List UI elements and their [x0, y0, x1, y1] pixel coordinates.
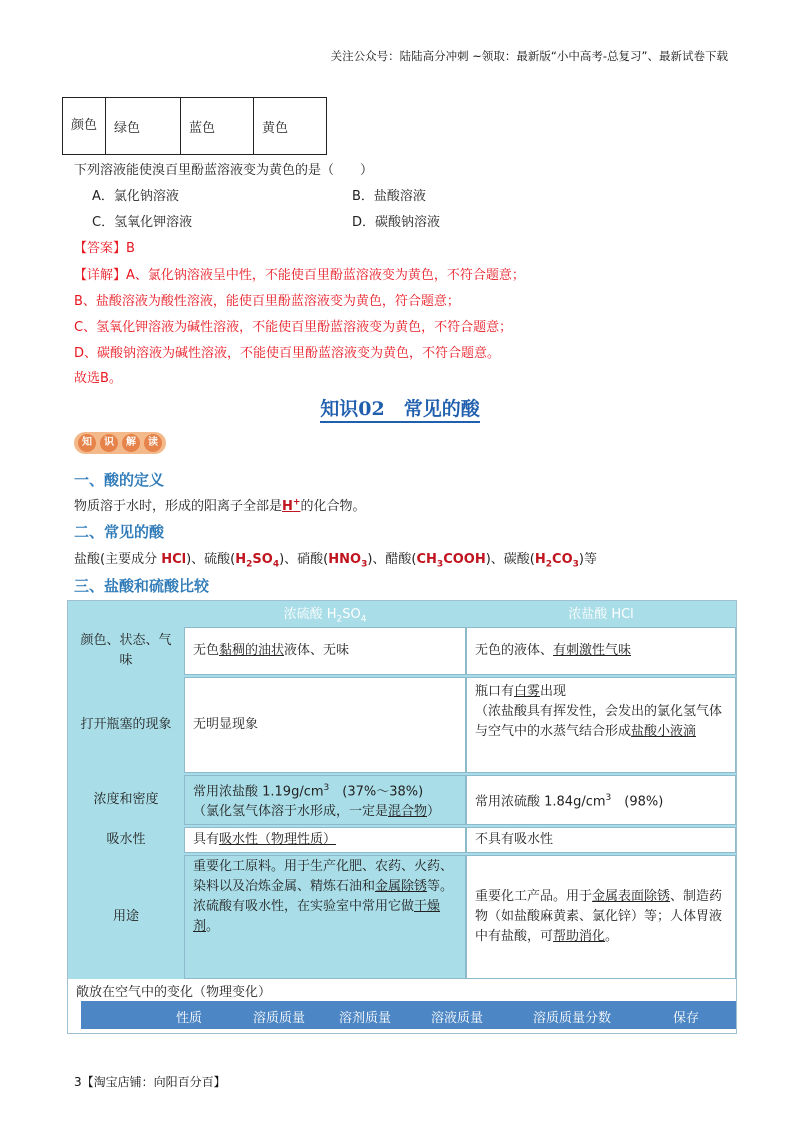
- cell-sulfuric-concentration: 常用浓盐酸 $1.19g/cm^3$ (37%～38%) （氯化氢气体溶于水形成，一定是混合物）: [184, 775, 466, 825]
- page-footer: 3【淘宝店铺：向阳百分百】: [74, 1075, 226, 1089]
- row-label-concentration: 浓度和密度: [68, 775, 184, 825]
- row-label-absorption: 吸水性: [68, 827, 184, 853]
- cell-hcl-concentration: 常用浓硫酸 $1.84g/cm^3$ (98%): [466, 775, 736, 825]
- explain-line-5: 故选B。: [74, 371, 122, 386]
- option-a: A．氯化钠溶液: [92, 189, 179, 204]
- question-text: 下列溶液能使溴百里酚蓝溶液变为黄色的是（ ）: [74, 163, 374, 178]
- row-label-appearance: 颜色、状态、气味: [68, 627, 184, 675]
- cell-sulfuric-opening: 无明显现象: [184, 677, 466, 773]
- bar-col-solute-mass: 溶质质量: [253, 1011, 306, 1026]
- color-cell-green: 绿色: [106, 98, 181, 155]
- heading-acid-definition: 一、酸的定义: [74, 471, 165, 489]
- heading-compare: 三、盐酸和硫酸比较: [74, 577, 210, 595]
- comparison-table: [67, 600, 737, 1034]
- badge-char: 知: [78, 434, 96, 452]
- cell-sulfuric-uses: 重要化工原料。用于生产化肥、农药、火药、染料以及冶炼金属、精炼石油和金属除锈等。 浓硫酸有吸水性，在实验室中常用它做干燥剂。: [184, 855, 466, 979]
- option-c: C．氢氧化钾溶液: [92, 215, 193, 230]
- color-table: [62, 97, 327, 155]
- cell-hcl-absorption: 不具有吸水性: [466, 827, 736, 853]
- bar-col-storage: 保存: [673, 1011, 700, 1026]
- option-b: B．盐酸溶液: [352, 189, 426, 204]
- cell-sulfuric-absorption: 具有吸水性（物理性质）: [184, 827, 466, 853]
- option-d: D．碳酸钠溶液: [352, 215, 441, 230]
- color-cell-blue: 蓝色: [181, 98, 254, 155]
- color-table-label: 颜色: [63, 98, 106, 155]
- knowledge-badge: [74, 432, 166, 454]
- explain-line-4: D、碳酸钠溶液为碱性溶液，不能使百里酚蓝溶液变为黄色，不符合题意。: [74, 346, 501, 361]
- cell-sulfuric-appearance: 无色黏稠的油状液体、无味: [184, 627, 466, 675]
- header-note: 关注公众号：陆陆高分冲刺 ~领取：最新版“小中高考-总复习”、最新试卷下载: [330, 49, 728, 63]
- col-header-hydrochloric: 浓盐酸 HCl: [568, 607, 634, 622]
- cell-hcl-appearance: 无色的液体、有刺激性气味: [466, 627, 736, 675]
- bar-col-mass-fraction: 溶质质量分数: [533, 1011, 612, 1026]
- row-label-uses: 用途: [68, 855, 184, 979]
- explain-line-2: B、盐酸溶液为酸性溶液，能使百里酚蓝溶液变为黄色，符合题意；: [74, 294, 460, 309]
- cell-hcl-opening: 瓶口有白雾出现 （浓盐酸具有挥发性，会发出的氯化氢气体与空气中的水蒸气结合形成盐酸小液滴: [466, 677, 736, 773]
- heading-common-acids: 二、常见的酸: [74, 523, 165, 541]
- bar-col-solvent-mass: 溶剂质量: [339, 1011, 392, 1026]
- exposure-change-label: 敞放在空气中的变化（物理变化）: [76, 985, 272, 1000]
- cell-hcl-uses: 重要化工产品。用于金属表面除锈、制造药物（如盐酸麻黄素、氯化锌）等；人体胃液中有盐酸，可帮助消化。: [466, 855, 736, 979]
- exposure-header-bar: [81, 1001, 736, 1029]
- badge-char: 识: [100, 434, 118, 452]
- acid-definition: 物质溶于水时，形成的阳离子全部是H+的化合物。: [74, 497, 366, 514]
- badge-char: 读: [144, 434, 162, 452]
- color-cell-yellow: 黄色: [254, 98, 327, 155]
- row-label-opening: 打开瓶塞的现象: [68, 677, 184, 773]
- bar-col-solution-mass: 溶液质量: [431, 1011, 484, 1026]
- common-acids-list: 盐酸(主要成分 HCl)、硫酸$(H_2SO_4)$、硝酸$(HNO_3)$、醋酸$(CH_3COOH)$、碳酸$(H_2CO_3)$等: [74, 552, 597, 570]
- bar-col-property: 性质: [176, 1011, 203, 1026]
- explain-line-1: 【详解】A、氯化钠溶液呈中性，不能使百里酚蓝溶液变为黄色，不符合题意；: [74, 268, 525, 283]
- badge-char: 解: [122, 434, 140, 452]
- section-title: 知识02 常见的酸: [0, 394, 800, 421]
- col-header-sulfuric: 浓硫酸 $H_2SO_4$: [283, 607, 367, 625]
- explain-line-3: C、氢氧化钾溶液为碱性溶液，不能使百里酚蓝溶液变为黄色，不符合题意；: [74, 320, 513, 335]
- answer-line: 【答案】B: [74, 241, 135, 256]
